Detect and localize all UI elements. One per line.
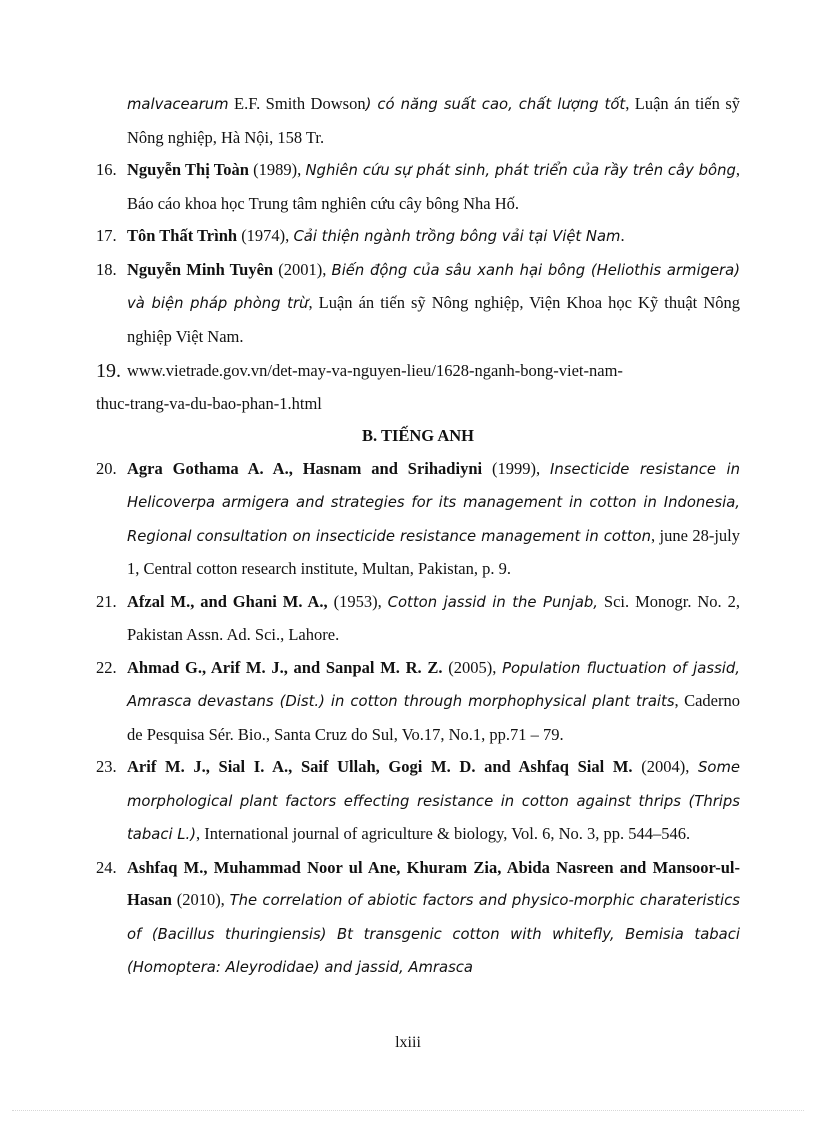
reference-21	[96, 586, 740, 652]
continuation-title: ) có năng suất cao, chất lượng tốt	[365, 96, 626, 113]
reference-author: Nguyễn Minh Tuyên	[127, 259, 274, 279]
reference-title: Cải thiện ngành trồng bông vải tại Việt Nam	[293, 228, 621, 245]
reference-number: 19.	[96, 360, 121, 382]
reference-continuation	[127, 88, 740, 154]
reference-22	[96, 652, 740, 752]
reference-source: , june 28-july 1, Central cotton research institute, Multan, Pakistan, p. 9.	[127, 525, 740, 578]
reference-author: Ahmad G., Arif M. J., and Sanpal M. R. Z.	[127, 657, 443, 677]
page-number: lxiii	[395, 1034, 421, 1051]
reference-source: , Caderno de Pesquisa Sér. Bio., Santa Cruz do Sul, Vo.17, No.1, pp.71 – 79.	[127, 691, 740, 744]
reference-source: Sci. Monogr. No. 2, Pakistan Assn. Ad. Sci., Lahore.	[127, 591, 740, 644]
reference-year: (2004),	[632, 757, 699, 776]
reference-source: , Luận án tiến sỹ Nông nghiệp, Viện Khoa học Kỹ thuật Nông nghiệp Việt Nam.	[127, 293, 740, 346]
reference-title: Insecticide resistance in Helicoverpa armigera and strategies for its management in cotton in Indonesia, Regional consultation on insecticide resistance management in cotton	[127, 460, 740, 545]
reference-title: Biến động của sâu xanh hại bông (Heliothis armigera) và biện pháp phòng trừ	[127, 261, 740, 312]
reference-title: The correlation of abiotic factors and physico-morphic charateristics of (Bacillus thuringiensis) Bt transgenic cotton with whitefly, Bemisia tabaci (Homoptera: Aleyrodidae) and jassid, Amrasca	[127, 892, 741, 976]
reference-17	[96, 220, 740, 254]
reference-year: (1953),	[327, 591, 388, 611]
reference-24	[96, 852, 740, 985]
reference-year: (1974),	[237, 226, 294, 245]
reference-source: , International journal of agriculture & biology, Vol. 6, No. 3, pp. 544–546.	[196, 824, 691, 843]
reference-author: Tôn Thất Trình	[127, 226, 238, 245]
reference-title: Nghiên cứu sự phát sinh, phát triển của rầy trên cây bông	[305, 162, 736, 179]
reference-list	[96, 88, 740, 985]
reference-source: .	[620, 226, 625, 245]
reference-19	[96, 355, 740, 420]
reference-author: Agra Gothama A. A., Hasnam and Srihadiyni	[127, 458, 483, 478]
reference-number: 20.	[96, 458, 117, 478]
reference-year: (1999),	[482, 458, 550, 478]
reference-author: Arif M. J., Sial I. A., Saif Ullah, Gogi M. D. and Ashfaq Sial M.	[127, 757, 633, 776]
reference-16	[96, 154, 740, 220]
reference-number: 24.	[96, 857, 117, 877]
reference-number: 17.	[96, 226, 117, 245]
reference-number: 18.	[96, 259, 117, 279]
reference-url-line-2[interactable]: thuc-trang-va-du-bao-phan-1.html	[96, 393, 322, 413]
reference-year: (2005),	[442, 657, 503, 677]
reference-author: Nguyễn Thị Toàn	[127, 160, 249, 179]
reference-20	[96, 453, 740, 586]
reference-number: 22.	[96, 657, 117, 677]
continuation-rest: , Luận án tiến sỹ Nông nghiệp, Hà Nội, 158 Tr.	[127, 94, 741, 147]
reference-url-line-1[interactable]: www.vietrade.gov.vn/det-may-va-nguyen-lieu/1628-nganh-bong-viet-nam-	[127, 361, 623, 380]
continuation-species: malvacearum	[127, 96, 229, 113]
reference-number: 21.	[96, 591, 117, 611]
reference-year: (2010),	[171, 890, 230, 909]
reference-number: 16.	[96, 160, 117, 179]
reference-source: , Báo cáo khoa học Trung tâm nghiên cứu cây bông Nha Hố.	[127, 160, 740, 213]
reference-title: Population fluctuation of jassid, Amrasca devastans (Dist.) in cotton through morphophysical plant traits	[127, 659, 740, 710]
continuation-authority: E.F. Smith Dowson	[228, 94, 366, 113]
reference-year: (2001),	[273, 259, 332, 279]
reference-title: Some morphological plant factors effecting resistance in cotton against thrips (Thrips tabaci L.)	[127, 759, 740, 843]
reference-23	[96, 751, 740, 852]
reference-title: Cotton jassid in the Punjab,	[387, 593, 598, 611]
reference-author: Ashfaq M., Muhammad Noor ul Ane, Khuram Zia, Abida Nasreen and Mansoor-ul-Hasan	[127, 857, 740, 909]
section-heading: B. TIẾNG ANH	[361, 426, 475, 445]
reference-number: 23.	[96, 757, 117, 776]
reference-18	[96, 254, 740, 354]
reference-author: Afzal M., and Ghani M. A.,	[127, 591, 328, 611]
page-bottom-divider	[12, 1110, 804, 1111]
reference-year: (1989),	[248, 160, 306, 179]
